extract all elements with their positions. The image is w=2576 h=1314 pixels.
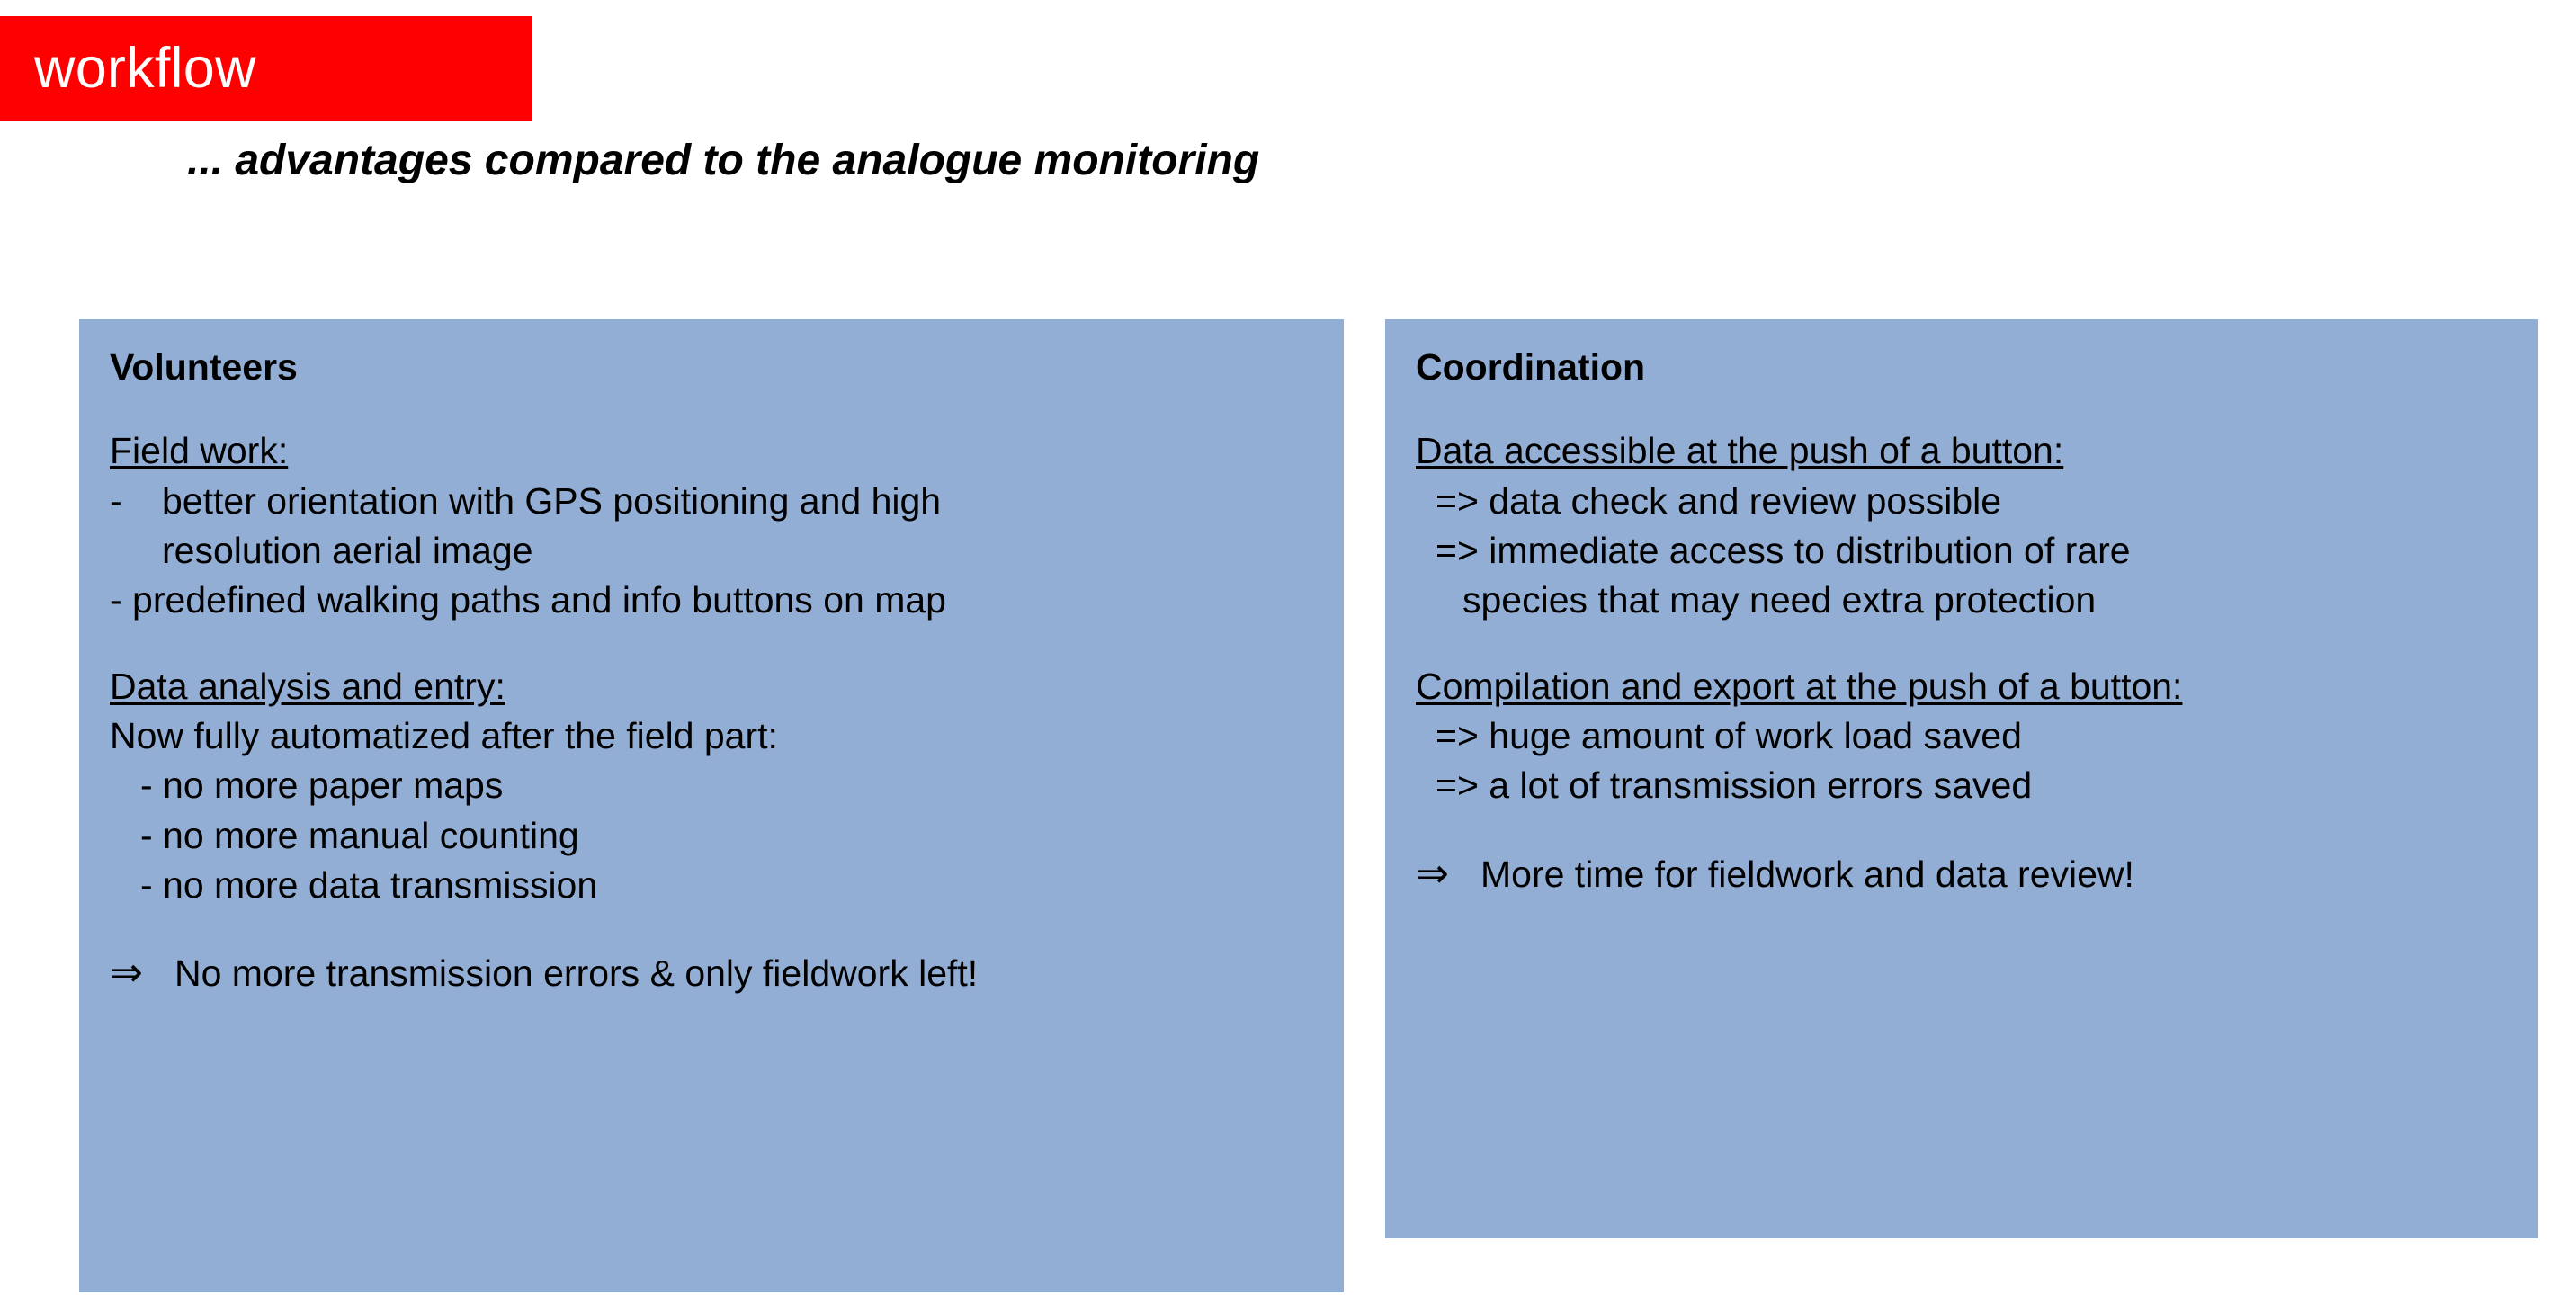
coordination-heading: Coordination [1416, 346, 1646, 388]
data-analysis-item-1: - no more paper maps [140, 764, 504, 807]
spacer [110, 390, 1313, 426]
volunteers-conclusion-text: No more transmission errors & only fieldwork left! [174, 952, 979, 995]
slide-subtitle: ... advantages compared to the analogue monitoring [187, 137, 1260, 184]
slide-title: workflow [34, 37, 256, 100]
spacer [1416, 811, 2508, 847]
compilation-item-2: => a lot of transmission errors saved [1436, 764, 2033, 807]
slide-title-banner [0, 16, 532, 121]
double-arrow-icon: ⇒ [1416, 851, 1449, 896]
coordination-conclusion-text: More time for fieldwork and data review! [1480, 853, 2134, 895]
spacer [1416, 626, 2508, 662]
coordination-panel [1385, 319, 2538, 1238]
field-work-bullet-2: - predefined walking paths and info buttons on map [110, 579, 946, 621]
spacer [110, 626, 1313, 662]
volunteers-heading: Volunteers [110, 346, 298, 388]
bullet-text-line-1: better orientation with GPS positioning and high [162, 479, 942, 522]
compilation-heading: Compilation and export at the push of a button: [1416, 665, 2183, 707]
spacer [110, 910, 1313, 946]
data-access-heading: Data accessible at the push of a button: [1416, 430, 2064, 472]
data-access-item-3: species that may need extra protection [1462, 579, 2097, 621]
bullet-dash-icon: - [110, 479, 122, 522]
spacer [1416, 390, 2508, 426]
data-analysis-item-3: - no more data transmission [140, 864, 598, 906]
compilation-item-1: => huge amount of work load saved [1436, 714, 2022, 756]
double-arrow-icon: ⇒ [110, 951, 143, 996]
data-analysis-heading: Data analysis and entry: [110, 665, 505, 707]
field-work-bullet-1 [110, 477, 1313, 577]
field-work-heading: Field work: [110, 430, 289, 472]
volunteers-conclusion [110, 946, 1313, 999]
coordination-conclusion [1416, 847, 2508, 900]
data-access-item-1: => data check and review possible [1436, 479, 2002, 522]
data-analysis-intro: Now fully automatized after the field part: [110, 714, 778, 756]
bullet-text-line-2: resolution aerial image [162, 529, 533, 571]
volunteers-panel [79, 319, 1344, 1292]
data-access-item-2: => immediate access to distribution of rare [1436, 529, 2131, 571]
bullet-text [162, 477, 1313, 577]
data-analysis-item-2: - no more manual counting [140, 814, 579, 856]
